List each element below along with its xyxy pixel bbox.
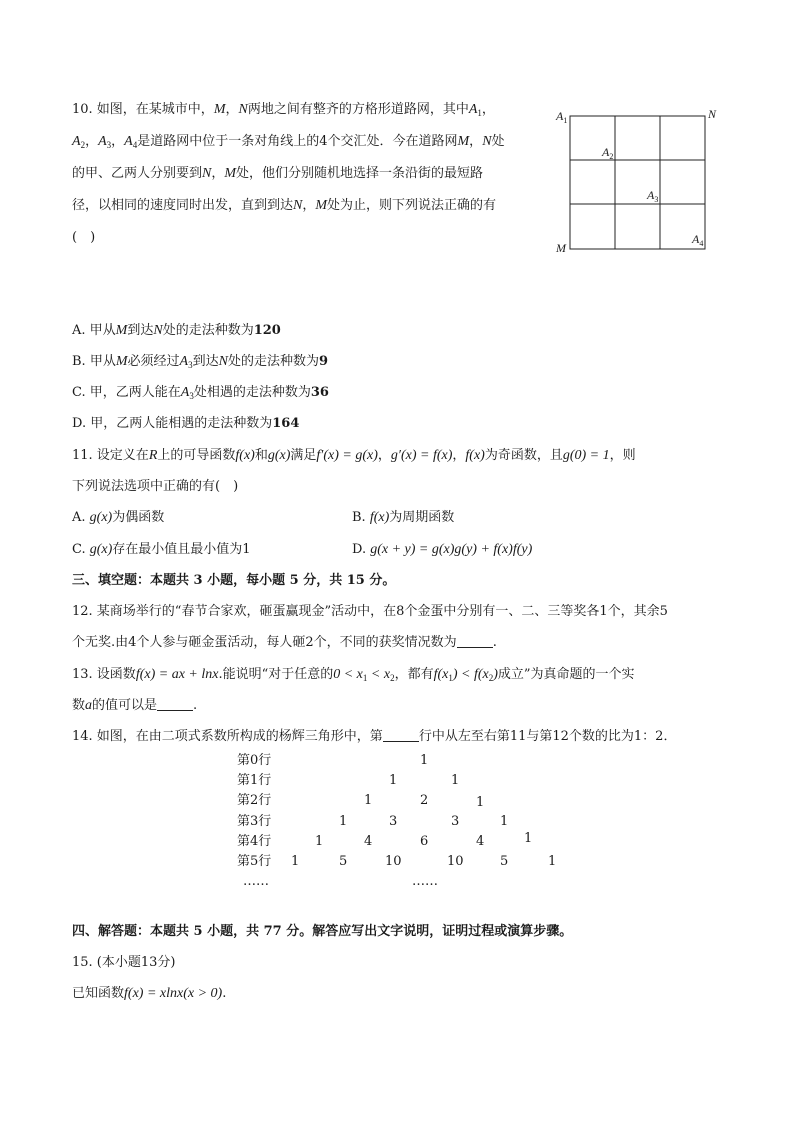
label-a4: $A_4$ [692,232,704,248]
pascal-number: 1 [500,814,509,829]
pascal-number: 6 [420,834,429,849]
label-a1: $A_1$ [556,109,568,125]
pascal-row-label: 第3行 [237,814,272,829]
section-4-heading: 四、解答题：本题共 5 小题，共 77 分。解答应写出文字说明，证明过程或演算步骤。 [72,924,573,939]
pascal-number: 4 [476,834,485,849]
pascal-dots-left: …… [243,874,269,889]
pascal-number: 5 [339,854,348,869]
q14-answer-blank[interactable] [383,727,419,742]
label-a2: $A_2$ [602,145,614,161]
q11-option-b: B. f(x)为周期函数 [352,510,455,525]
pascal-row-label: 第0行 [237,753,272,768]
road-grid-figure [552,104,724,256]
label-a3: $A_3$ [647,188,659,204]
q13-line-1: 13. 设函数f(x) = ax + lnx.能说明“对于任意的$0 < x_1 < x_2$，都有$f(x_1) < f(x_2)$成立”为真命题的一个实 [72,667,635,683]
q13-answer-blank[interactable] [157,696,193,711]
pascal-row-label: 第1行 [237,773,272,788]
q10-line-5: ( ) [72,230,96,245]
q11-option-a: A. g(x)为偶函数 [72,510,165,525]
q15-line-1: 已知函数f(x) = xlnx(x > 0). [72,986,227,1001]
q10-option-a: A. 甲从M到达N处的走法种数为120 [72,323,281,338]
pascal-number: 10 [447,854,464,869]
pascal-number: 3 [451,814,460,829]
pascal-number: 5 [500,854,509,869]
section-3-heading: 三、填空题：本题共 3 小题，每小题 5 分，共 15 分。 [72,573,396,588]
pascal-number: 1 [389,773,398,788]
label-n: N [708,107,717,121]
q10-option-d: D. 甲，乙两人能相遇的走法种数为164 [72,416,300,431]
pascal-number: 10 [385,854,402,869]
pascal-number: 1 [524,831,533,846]
grid-lines [570,116,705,249]
pascal-row-label: 第2行 [237,793,272,808]
pascal-row-label: 第5行 [237,854,272,869]
q11-option-c: C. g(x)存在最小值且最小值为1 [72,542,251,557]
label-m: M [556,241,566,255]
pascal-dots-mid: …… [412,874,438,889]
pascal-number: 2 [420,793,429,808]
pascal-number: 3 [389,814,398,829]
q11-line-2: 下列说法选项中正确的有( ) [72,479,239,494]
q10-option-c: C. 甲，乙两人能在$A_3$处相遇的走法种数为36 [72,385,329,401]
q12-line-2: 个无奖.由4个人参与砸金蛋活动，每人砸2个，不同的获奖情况数为 . [72,635,497,650]
q13-line-2: 数a的值可以是 . [72,698,198,713]
q10-option-b: B. 甲从M必须经过$A_3$到达N处的走法种数为9 [72,354,328,370]
pascal-number: 1 [291,854,300,869]
q12-line-1: 12. 某商场举行的“春节合家欢，砸蛋赢现金”活动中，在8个金蛋中分别有一、二、三等奖各1个，其余5 [72,604,668,619]
q14-line-1: 14. 如图，在由二项式系数所构成的杨辉三角形中，第 行中从左至右第11与第12个数的比为1：2． [72,729,677,744]
pascal-number: 4 [364,834,373,849]
q10-line-4: 径，以相同的速度同时出发，直到到达N，M处为止，则下列说法正确的有 [72,198,497,213]
pascal-number: 1 [548,854,557,869]
q11-option-d: D. g(x + y) = g(x)g(y) + f(x)f(y) [352,542,533,557]
pascal-number: 1 [364,793,373,808]
pascal-number: 1 [420,753,429,768]
q10-line-2: $A_2$，$A_3$，$A_4$是道路网中位于一条对角线上的4个交汇处．今在道路网M，N处 [72,134,505,150]
pascal-number: 1 [451,773,460,788]
q11-line-1: 11. 设定义在R上的可导函数f(x)和g(x)满足f′(x) = g(x)，g′(x) = f(x)，f(x)为奇函数，且g(0) = 1，则 [72,448,636,463]
pascal-number: 1 [339,814,348,829]
pascal-number: 1 [315,834,324,849]
q15-heading: 15. (本小题13分) [72,955,176,970]
pascal-row-label: 第4行 [237,834,272,849]
q12-answer-blank[interactable] [457,633,493,648]
pascal-number: 1 [476,795,485,810]
q10-line-1: 10. 如图，在某城市中，M，N两地之间有整齐的方格形道路网，其中$A_1$， [72,102,495,118]
q10-line-3: 的甲、乙两人分别要到N，M处，他们分别随机地选择一条沿街的最短路 [72,166,484,181]
